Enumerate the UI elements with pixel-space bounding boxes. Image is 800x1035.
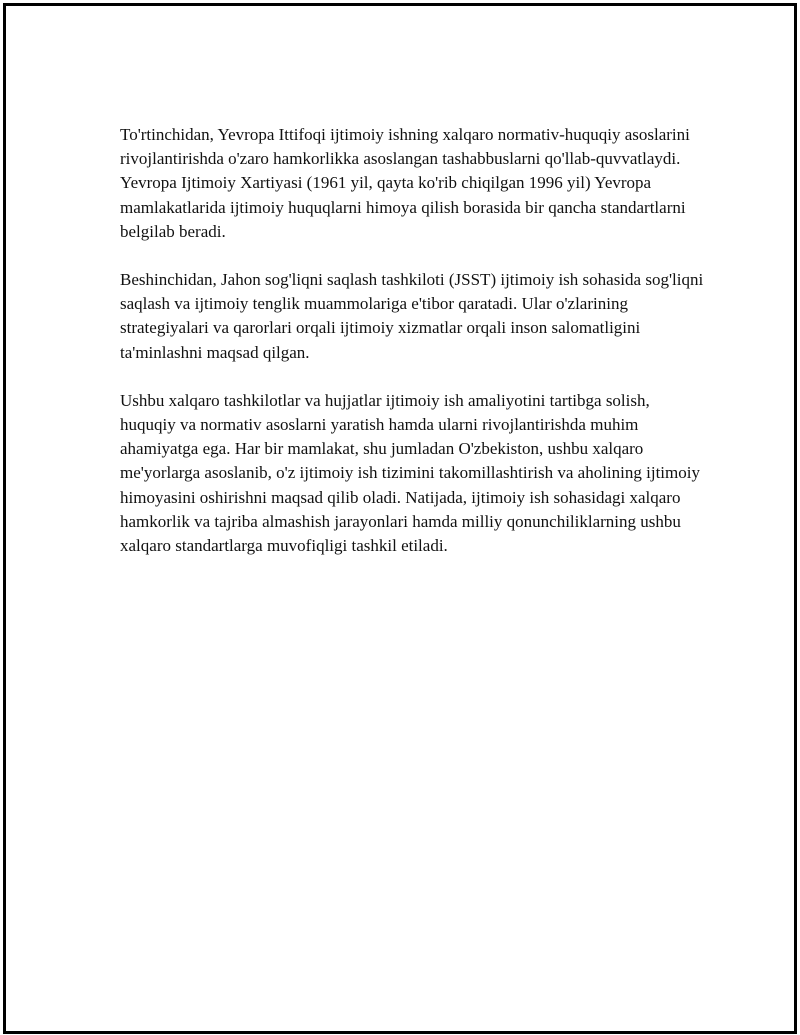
paragraph-3: Ushbu xalqaro tashkilotlar va hujjatlar ijtimoiy ish amaliyotini tartibga solish, huquqiy va normativ asoslarni yaratish hamda ularni rivojlantirishda muhim ahamiyatga ega. Har bir mamlakat, shu jumladan O'zbekiston, ushbu xalqaro me'yorlarga asoslanib, o'z ijtimoiy ish tizimini takomillashtirish va aholining ijtimoiy himoyasini oshirishni maqsad qilib oladi. Natijada, ijtimoiy ish sohasidagi xalqaro hamkorlik va tajriba almashish jarayonlari hamda milliy qonunchiliklarning ushbu xalqaro standartlarga muvofiqligi tashkil etiladi. — [120, 390, 700, 556]
paragraph-2: Beshinchidan, Jahon sog'liqni saqlash tashkiloti (JSST) ijtimoiy ish sohasida sog'liqni saqlash va ijtimoiy tenglik muammolariga e'tibor qaratadi. Ular o'zlarining strategiyalari va qarorlari orqali ijtimoiy xizmatlar orqali inson salomatligini ta'minlashni maqsad qilgan. — [120, 270, 704, 362]
paragraph-1: To'rtinchidan, Yevropa Ittifoqi ijtimoiy ishning xalqaro normativ-huquqiy asoslarini rivojlantirishda o'zaro hamkorlikka asoslangan tashabbuslarni qo'llab-quvvatlaydi. Yevropa Ijtimoiy Xartiyasi (1961 yil, qayta ko'rib chiqilgan 1996 yil) Yevropa mamlakatlarida ijtimoiy huquqlarni himoya qilish borasida bir qancha standartlarni belgilab beradi. — [120, 125, 690, 241]
document-page — [3, 3, 797, 1034]
document-body — [120, 123, 705, 582]
